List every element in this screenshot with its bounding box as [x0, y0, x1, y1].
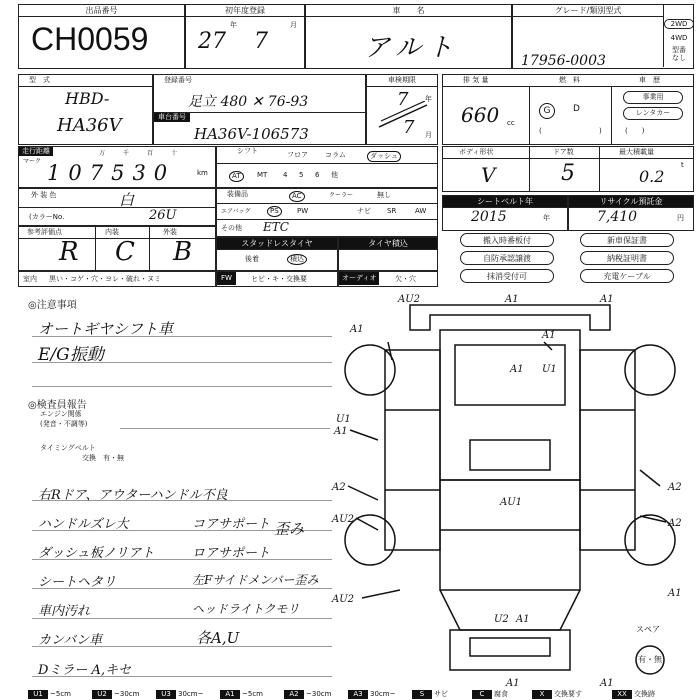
legend-desc-a3: 30cm~: [370, 690, 396, 698]
interior-row: [18, 271, 216, 287]
legend-code-x: X: [532, 690, 552, 699]
legend-code-a1: A1: [220, 690, 240, 699]
mark-au2-left: AU2: [332, 514, 355, 525]
model-label: 型 式: [29, 76, 50, 84]
doors-label: ドア数: [553, 148, 574, 156]
engine-sub: (発音・不調等): [40, 420, 88, 428]
displacement-label: 排 気 量: [463, 76, 489, 84]
legend-code-a2: A2: [284, 690, 304, 699]
mark-a1-left-top: A1: [350, 324, 364, 335]
mileage-unit-sen: 千: [123, 150, 130, 157]
ref-grade-value: R: [59, 237, 79, 267]
legend-desc-u2: ~30cm: [114, 690, 140, 698]
grades-box: [18, 226, 216, 271]
equip-ac: AC: [289, 191, 305, 202]
lot-number: CH0059: [31, 21, 149, 57]
interior-grade-value: C: [115, 237, 135, 267]
legend-desc-x: 交換要す: [554, 690, 582, 698]
equip-airbag: エアバッグ: [221, 208, 251, 215]
mark-a1-bottom: A1: [506, 678, 520, 689]
ref-grade-label: 参考評価点: [27, 228, 62, 236]
fw-row-items: ヒビ・キ・交換要: [251, 275, 307, 283]
mark-a2-right-lower: A2: [668, 518, 682, 529]
interior-row-items: 黒い・コゲ・穴・ヨレ・破れ・ヌミ: [49, 275, 161, 283]
note-line-2: E/G振動: [38, 345, 104, 365]
shift-other: 他: [331, 171, 338, 179]
equip-other-value: ETC: [263, 220, 289, 234]
mark-a2-right: A2: [668, 482, 682, 493]
report-line-2-right: コアサポート: [192, 517, 271, 532]
report-line-6-right: 各A,U: [196, 629, 240, 647]
tire-load-box: [338, 237, 438, 271]
equip-sr: SR: [387, 207, 397, 215]
report-line-2: ハンドルズレ大: [38, 517, 129, 532]
fw-row: [216, 271, 338, 287]
engine-label: エンジン関係: [40, 410, 82, 418]
shift-mt: MT: [257, 171, 268, 179]
legend-code-u3: U3: [156, 690, 176, 699]
car-name: アルト: [364, 33, 459, 63]
drive-2wd: 2WD: [664, 19, 694, 29]
timing-label: タイミングベルト: [40, 444, 96, 452]
capacity-value: 0.2: [639, 167, 665, 186]
year-value: 27: [198, 29, 226, 54]
legend-code-xx: XX: [612, 690, 632, 699]
recycle-unit: 円: [677, 214, 684, 222]
button-transfer[interactable]: 自防承認譲渡: [460, 251, 554, 265]
report-line-3-right: ロアサポート: [192, 546, 271, 561]
drive-none: 型番なし: [672, 46, 686, 62]
lot-box: [18, 4, 185, 69]
mark-a2-left: A2: [332, 482, 346, 493]
fuel-gasoline: G: [539, 103, 555, 119]
grade-value: 17956-0003: [521, 53, 606, 69]
mileage-unit-ju: 十: [171, 150, 178, 157]
mark-a1-right-top: A1: [542, 330, 556, 341]
equip-pw: PW: [297, 207, 309, 215]
shift-box: [216, 146, 438, 188]
recycle-value: 7,410: [597, 209, 638, 225]
mark-u1-roof: U1: [542, 364, 557, 375]
seatbelt-unit: 年: [543, 214, 550, 222]
history-paren: ( ): [625, 127, 645, 135]
history-label: 車 歴: [639, 76, 660, 84]
shift-floor: フロア: [287, 151, 308, 159]
mark-u2-rear: U2: [494, 614, 509, 625]
seatbelt-value: 2015: [471, 209, 507, 225]
mileage-unit-hyaku: 百: [147, 150, 154, 157]
strike-mark: [375, 101, 431, 131]
note-line-1: オートギヤシフト車: [38, 320, 173, 338]
studless-rear: 後着: [245, 255, 259, 263]
legend-code-a3: A3: [348, 690, 368, 699]
seatbelt-box: [442, 195, 568, 231]
shift-6: 6: [315, 171, 320, 179]
color-box: [18, 188, 216, 226]
body-box: [442, 146, 694, 192]
button-deregistration[interactable]: 抹消受付可: [460, 269, 554, 283]
mileage-unit: km: [197, 169, 208, 177]
equip-none: 無し: [377, 191, 391, 199]
car-name-box: [305, 4, 512, 69]
button-tax-cert[interactable]: 納税証明書: [580, 251, 674, 265]
legend-desc-c: 腐食: [494, 690, 508, 698]
equip-cooler: クーラー: [329, 192, 354, 199]
inspection-label: 車検期限: [367, 75, 437, 87]
mark-a1-left: A1: [334, 426, 348, 437]
recycle-box: [568, 195, 694, 231]
registration-value: 足立 480 ✕ 76-93: [188, 94, 309, 110]
button-warranty[interactable]: 新車保証書: [580, 233, 674, 247]
color-value: 白: [119, 191, 135, 209]
legend-desc-xx: 交換跡: [634, 690, 655, 698]
shift-dash: ダッシュ: [367, 151, 401, 162]
color-code-label: (カラーNo.: [29, 213, 65, 221]
studless-load: 積込: [287, 254, 307, 265]
body-label: ボディ形状: [459, 148, 494, 156]
drive-4wd: 4WD: [670, 34, 688, 42]
registration-box: [153, 74, 366, 145]
report-line-6: カンバン車: [38, 633, 103, 648]
history-rental: レンタカー: [623, 107, 683, 120]
report-line-1: 右Rドア、アウターハンドル不良: [38, 488, 228, 503]
mark-a1-front: A1: [505, 294, 519, 305]
chassis-label: 車台番号: [154, 113, 190, 122]
inspection-month: 7: [403, 117, 415, 138]
exterior-grade-value: B: [173, 237, 193, 267]
report-line-4: シートヘタリ: [38, 575, 117, 590]
color-code-value: 26U: [149, 208, 177, 223]
equipment-box: [216, 188, 438, 237]
legend-code-s: S: [412, 690, 432, 699]
inspector-label: ◎検査員報告: [28, 400, 87, 411]
equip-other-label: その他: [221, 224, 242, 232]
drive-list: [663, 5, 694, 67]
legend-row: [28, 690, 700, 700]
mark-a1-rear-right: A1: [668, 588, 682, 599]
legend-code-u2: U2: [92, 690, 112, 699]
displacement-unit: cc: [507, 119, 515, 127]
legend-code-u1: U1: [28, 690, 48, 699]
legend-desc-u1: ~5cm: [50, 690, 71, 698]
shift-4: 4: [283, 171, 288, 179]
mark-au2-rear-left: AU2: [332, 594, 355, 605]
equip-navi: ナビ: [357, 207, 371, 215]
first-registration-box: [185, 4, 305, 69]
fw-row-label: FW: [217, 272, 236, 285]
studless-box: [216, 237, 338, 271]
spare-value: 有・無: [638, 655, 662, 664]
equip-ps: PS: [267, 206, 282, 217]
model-box: [18, 74, 153, 145]
fuel-label: 燃 料: [559, 76, 580, 84]
timing-value: 交換 有・無: [82, 454, 124, 462]
shift-label: シフト: [237, 147, 258, 155]
mark-u1-left: U1: [336, 414, 351, 425]
legend-desc-u3: 30cm~: [178, 690, 204, 698]
doors-value: 5: [561, 161, 575, 186]
legend-desc-s: サビ: [434, 690, 448, 698]
exterior-grade-label: 外装: [163, 228, 177, 236]
shift-at: AT: [229, 171, 244, 182]
color-label: 外 装 色: [31, 191, 57, 199]
inspection-year-unit: 年: [425, 95, 432, 103]
notes-label: ◎注意事項: [28, 300, 77, 311]
fuel-paren-close: ): [599, 127, 602, 135]
studless-label: スタッドレスタイヤ: [217, 238, 337, 250]
mark-a1-roof: A1: [510, 364, 524, 375]
report-line-4-right: 左Fサイドメンバー歪み: [192, 573, 319, 587]
chassis-value: HA36V-106573: [194, 125, 309, 143]
mileage-sub: マーク: [23, 158, 42, 165]
grade-label: グレード/類別型式: [513, 5, 663, 17]
month-value: 7: [254, 29, 268, 54]
mileage-value: 107530: [47, 161, 176, 185]
equip-aw: AW: [415, 207, 427, 215]
tire-load-label: タイヤ積込: [339, 238, 437, 250]
engine-info-box: [442, 74, 694, 145]
button-plate-attached[interactable]: 搬入時番板付: [460, 233, 554, 247]
history-business: 事業用: [623, 91, 683, 104]
mileage-label: 走行距離: [19, 147, 53, 156]
audio-row-items: 欠・穴: [395, 275, 416, 283]
first-registration-label: 初年度登録: [186, 5, 304, 17]
button-charge-cable[interactable]: 充電ケーブル: [580, 269, 674, 283]
interior-row-label: 室内: [23, 275, 37, 283]
mark-a1-bottom-right: A1: [600, 678, 614, 689]
shift-5: 5: [299, 171, 304, 179]
report-line-5: 車内汚れ: [38, 604, 91, 619]
spare-label: スペア: [636, 625, 660, 634]
mileage-box: [18, 146, 216, 188]
legend-code-c: C: [472, 690, 492, 699]
report-line-7: Dミラー A,キセ: [38, 663, 132, 678]
shift-column: コラム: [325, 151, 346, 159]
car-diagram: [330, 290, 700, 690]
mark-au1-hood: AU1: [500, 497, 523, 508]
mark-a1-rear: A1: [516, 614, 530, 625]
audio-row: [338, 271, 438, 287]
report-line-5-right: ヘッドライトクモリ: [192, 602, 300, 616]
displacement-value: 660: [461, 103, 500, 127]
year-unit: 年: [230, 21, 237, 29]
mark-au2-front: AU2: [398, 294, 421, 305]
capacity-label: 最大積載量: [619, 148, 654, 156]
recycle-label: リサイクル預託金: [569, 196, 693, 208]
model-line2: HA36V: [57, 115, 122, 136]
fuel-paren-open: (: [539, 127, 542, 135]
interior-grade-label: 内装: [105, 228, 119, 236]
grade-box: [512, 4, 694, 69]
car-name-label: 車 名: [306, 5, 511, 17]
legend-desc-a1: ~5cm: [242, 690, 263, 698]
audio-row-label: オーディオ: [339, 272, 379, 285]
month-unit: 月: [290, 21, 297, 29]
lot-label: 出品番号: [19, 5, 184, 17]
report-bracket-note: 歪み: [274, 520, 305, 538]
equipment-label: 装備品: [227, 190, 248, 198]
mark-a1-front-right: A1: [600, 294, 614, 305]
seatbelt-label: シートベルト年: [443, 196, 567, 208]
inspection-box: [366, 74, 438, 145]
fuel-diesel: D: [573, 104, 580, 114]
inspection-month-unit: 月: [425, 131, 432, 139]
registration-label: 登録番号: [164, 76, 192, 84]
model-line1: HBD-: [65, 89, 110, 108]
capacity-unit: t: [681, 161, 684, 169]
report-line-3: ダッシュ板ノリアト: [38, 546, 155, 561]
legend-desc-a2: ~30cm: [306, 690, 332, 698]
body-value: V: [481, 163, 496, 187]
mileage-unit-man: 万: [99, 150, 106, 157]
inspection-year: 7: [397, 89, 409, 110]
